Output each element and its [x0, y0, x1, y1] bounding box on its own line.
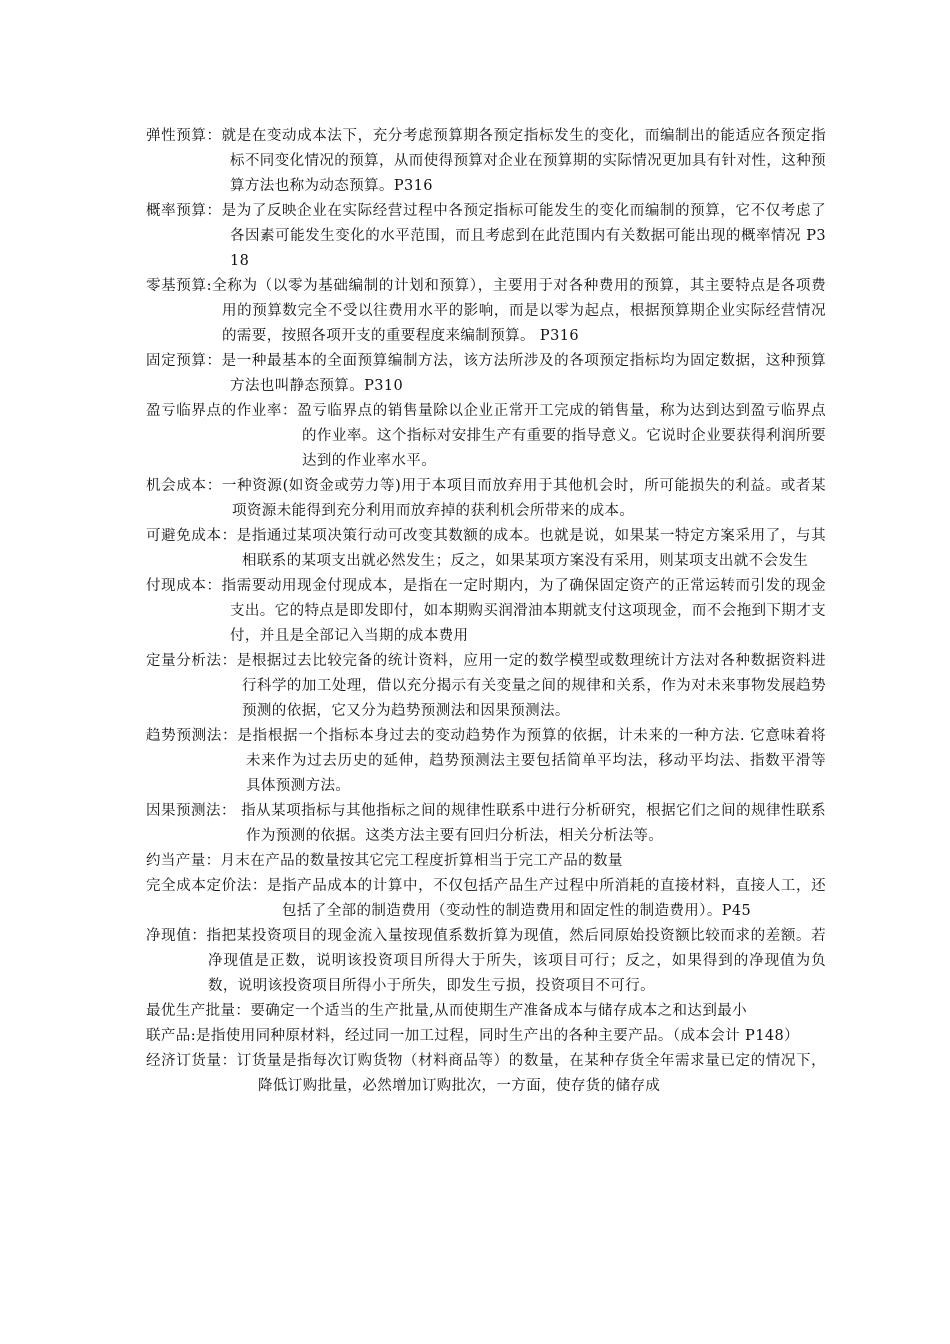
- glossary-entry: [146, 524, 826, 574]
- entry-definition: 指把某投资项目的现金流入量按现值系数折算为现值，然后同原始投资额比较而求的差额。若净现值是正数，说明该投资项目所得大于所失，该项目可行；反之，如果得到的净现值为负数，说明该投资项目所得小于所失，即发生亏损，投资项目不可行。: [206, 928, 827, 994]
- glossary-list: [146, 124, 826, 1099]
- glossary-entry: [146, 274, 826, 349]
- glossary-entry: [146, 799, 826, 849]
- entry-definition: 盈亏临界点的销售量除以企业正常开工完成的销售量，称为达到达到盈亏临界点的作业率。这个指标对安排生产有重要的指导意义。它说时企业要获得利润所要达到的作业率水平。: [297, 403, 826, 469]
- entry-term: 定量分析法: [146, 653, 222, 669]
- entry-definition: 一种资源(如资金或劳力等)用于本项目而放弃用于其他机会时，所可能损失的利益。或者某项资源未能得到充分利用而放弃掉的获利机会所带来的成本。: [221, 478, 827, 519]
- entry-definition: 订货量是指每次订购货物（材料商品等）的数量，在某种存货全年需求量已定的情况下，降低订购批量，必然增加订购批次，一方面，使存货的储存成: [236, 1053, 826, 1094]
- entry-term: 净现值: [146, 928, 192, 944]
- entry-definition: 是指产品成本的计算中，不仅包括产品生产过程中所消耗的直接材料，直接人工，还包括了全部的制造费用（变动性的制造费用和固定性的制造费用）。P45: [266, 878, 826, 919]
- entry-separator: ：: [206, 203, 222, 219]
- entry-separator: ：: [206, 128, 222, 144]
- glossary-entry: [146, 999, 826, 1024]
- entry-term: 机会成本: [146, 478, 207, 494]
- entry-separator: ：: [221, 1053, 237, 1069]
- entry-definition: 是指使用同种原材料，经过同一加工过程，同时生产出的各种主要产品。（成本会计 P148）: [196, 1028, 799, 1044]
- glossary-entry: [146, 124, 826, 199]
- glossary-entry: [146, 724, 826, 799]
- entry-term: 概率预算: [146, 203, 207, 219]
- entry-separator: ：: [206, 353, 222, 369]
- entry-term: 经济订货量: [146, 1053, 222, 1069]
- entry-definition: 月末在产品的数量按其它完工程度折算相当于完工产品的数量: [220, 853, 623, 869]
- entry-term: 最优生产批量: [146, 1003, 236, 1019]
- entry-definition: 就是在变动成本法下，充分考虑预算期各预定指标发生的变化，而编制出的能适应各预定指标不同变化情况的预算，从而使得预算对企业在预算期的实际情况更加具有针对性，这种预算方法也称为动态预算。P316: [221, 128, 826, 194]
- glossary-entry: [146, 649, 826, 724]
- entry-term: 趋势预测法: [146, 728, 223, 744]
- entry-definition: 要确定一个适当的生产批量,从而使期生产准备成本与储存成本之和达到最小: [250, 1003, 748, 1019]
- entry-separator: ：: [221, 653, 237, 669]
- entry-separator: ：: [221, 528, 237, 544]
- entry-definition: 是一种最基本的全面预算编制方法，该方法所涉及的各项预定指标均为固定数据，这种预算方法也叫静态预算。P310: [221, 353, 826, 394]
- entry-definition: 是指根据一个指标本身过去的变动趋势作为预算的依据，计未来的一种方法. 它意味着将未来作为过去历史的延伸，趋势预测法主要包括简单平均法，移动平均法、指数平滑等具体预测方法。: [237, 728, 827, 794]
- glossary-entry: [146, 1049, 826, 1099]
- glossary-entry: [146, 1024, 826, 1049]
- glossary-entry: [146, 574, 826, 649]
- glossary-entry: [146, 399, 826, 474]
- glossary-entry: [146, 849, 826, 874]
- entry-definition: 全称为（以零为基础编制的计划和预算），主要用于对各种费用的预算，其主要特点是各项费用的预算数完全不受以往费用水平的影响，而是以零为起点，根据预算期企业实际经营情况的需要，按照各项开支的重要程度来编制预算。 P316: [211, 278, 826, 344]
- entry-term: 因果预测法: [146, 803, 221, 819]
- glossary-entry: [146, 874, 826, 924]
- entry-separator: ：: [222, 728, 238, 744]
- entry-definition: 指从某项指标与其他指标之间的规律性联系中进行分析研究，根据它们之间的规律性联系作为预测的依据。这类方法主要有回归分析法，相关分析法等。: [236, 803, 826, 844]
- entry-term: 联产品: [146, 1028, 191, 1044]
- entry-term: 弹性预算: [146, 128, 207, 144]
- entry-definition: 是指通过某项决策行动可改变其数额的成本。也就是说，如果某一特定方案采用了，与其相联系的某项支出就必然发生；反之，如果某项方案没有采用，则某项支出就不会发生: [236, 528, 826, 569]
- entry-separator: ：: [206, 578, 222, 594]
- entry-separator: ：: [235, 1003, 251, 1019]
- entry-term: 盈亏临界点的作业率: [146, 403, 283, 419]
- glossary-entry: [146, 924, 826, 999]
- entry-definition: 是根据过去比较完备的统计资料，应用一定的数学模型或数理统计方法对各种数据资料进行科学的加工处理，借以充分揭示有关变量之间的规律和关系，作为对未来事物发展趋势预测的依据，它又分为趋势预测法和因果预测法。: [236, 653, 826, 719]
- entry-term: 完全成本定价法: [146, 878, 252, 894]
- entry-separator: ：: [251, 878, 267, 894]
- glossary-entry: [146, 474, 826, 524]
- glossary-entry: [146, 199, 826, 274]
- entry-separator: :: [206, 278, 212, 294]
- entry-separator: ：: [191, 928, 207, 944]
- entry-term: 付现成本: [146, 578, 207, 594]
- entry-separator: ：: [282, 403, 298, 419]
- entry-separator: :: [190, 1028, 196, 1044]
- entry-separator: ：: [221, 803, 236, 819]
- entry-separator: ：: [206, 478, 222, 494]
- entry-definition: 是为了反映企业在实际经营过程中各预定指标可能发生的变化而编制的预算，它不仅考虑了各因素可能发生变化的水平范围，而且考虑到在此范围内有关数据可能出现的概率情况 P318: [221, 203, 826, 269]
- entry-term: 固定预算: [146, 353, 207, 369]
- entry-term: 零基预算: [146, 278, 207, 294]
- glossary-entry: [146, 349, 826, 399]
- entry-term: 可避免成本: [146, 528, 222, 544]
- entry-definition: 指需要动用现金付现成本，是指在一定时期内，为了确保固定资产的正常运转而引发的现金支出。它的特点是即发即付，如本期购买润滑油本期就支付这项现金，而不会拖到下期才支付，并且是全部记入当期的成本费用: [221, 578, 826, 644]
- entry-term: 约当产量: [146, 853, 206, 869]
- entry-separator: ：: [205, 853, 221, 869]
